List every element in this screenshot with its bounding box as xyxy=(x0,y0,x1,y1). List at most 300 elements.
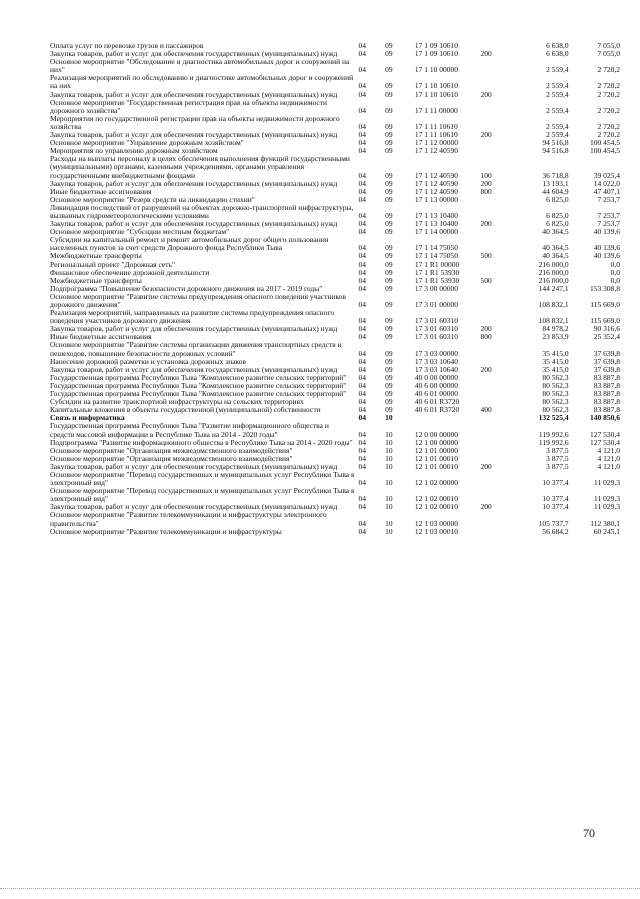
table-row xyxy=(50,115,622,131)
row-subsection: 09 xyxy=(385,130,393,140)
row-amount-year2: 40 139,6 xyxy=(593,227,620,237)
row-subsection: 09 xyxy=(385,219,393,229)
row-amount-year2: 0,0 xyxy=(610,267,620,277)
row-name: Нанесение дорожной разметки и установка дорожных знаков xyxy=(50,356,247,366)
row-section: 04 xyxy=(358,316,366,326)
row-name: Закупка товаров, работ и услуг для обеспечения государственных (муниципальных) нужд xyxy=(50,324,338,334)
row-name: Закупка товаров, работ и услуг для обеспечения государственных (муниципальных) нужд xyxy=(50,502,338,512)
row-amount-year2: 4 121,0 xyxy=(597,461,620,471)
row-name: Закупка товаров, работ и услуг для обеспечения государственных (муниципальных) нужд xyxy=(50,178,338,188)
row-amount-year2: 83 887,8 xyxy=(593,380,620,390)
row-subsection: 09 xyxy=(385,316,393,326)
row-amount-year2: 127 530,4 xyxy=(590,429,620,439)
row-subsection: 09 xyxy=(385,41,393,50)
row-amount-year2: 7 055,0 xyxy=(597,49,620,59)
row-section: 04 xyxy=(358,170,366,180)
table-row xyxy=(50,406,622,414)
row-amount-year1: 105 737,7 xyxy=(538,518,569,528)
row-amount-year2: 37 639,8 xyxy=(593,364,620,374)
row-subsection: 10 xyxy=(385,461,393,471)
row-target-item: 17 1 R1 53930 xyxy=(414,275,460,285)
row-subsection: 10 xyxy=(385,502,393,512)
row-section: 04 xyxy=(358,121,366,131)
row-target-item: 17 1 11 10610 xyxy=(414,121,458,131)
row-expense-type xyxy=(481,528,506,536)
row-target-item: 17 1 11 10610 xyxy=(414,130,458,140)
row-subsection: 09 xyxy=(385,105,393,115)
row-amount-year2: 100 454,5 xyxy=(590,146,620,156)
row-amount-year2: 83 887,8 xyxy=(593,389,620,399)
row-section: 04 xyxy=(358,518,366,528)
row-expense-type: 200 xyxy=(480,324,492,334)
row-name: Подпрограмма "Развитие информационного общества в Республике Тыва на 2014 - 2020 годы" xyxy=(50,437,353,447)
row-amount-year1: 108 832,1 xyxy=(538,300,569,309)
row-amount-year1: 80 562,3 xyxy=(542,405,569,415)
row-section: 04 xyxy=(358,405,366,415)
table-row xyxy=(50,341,622,357)
budget-table xyxy=(50,42,622,536)
row-amount-year1: 6 825,0 xyxy=(546,210,569,220)
row-amount-year2: 37 639,8 xyxy=(593,356,620,366)
row-target-item: 17 1 R1 00000 xyxy=(414,259,460,269)
row-target-item: 17 3 00 00000 xyxy=(414,283,459,293)
row-amount-year1: 40 364,5 xyxy=(542,243,569,253)
row-name: Закупка товаров, работ и услуг для обеспечения государственных (муниципальных) нужд xyxy=(50,461,338,471)
row-expense-type: 500 xyxy=(480,251,492,261)
row-name: Государственная программа Республики Тыва "Развитие информационного общества и средств массовой информации в Республике Тыва на 2014 - 2020 годы" xyxy=(50,421,329,439)
row-section: 04 xyxy=(358,243,366,253)
row-expense-type xyxy=(481,228,506,236)
row-amount-year1: 80 562,3 xyxy=(542,380,569,390)
row-name: Иные бюджетные ассигнования xyxy=(50,186,152,196)
row-amount-year1: 6 825,0 xyxy=(546,219,569,229)
row-amount-year2: 7 253,7 xyxy=(597,210,620,220)
row-amount-year1: 94 516,8 xyxy=(542,146,569,156)
row-target-item: 17 3 03 10640 xyxy=(414,356,459,366)
row-section: 04 xyxy=(358,186,366,196)
row-name: Иные бюджетные ассигнования xyxy=(50,332,152,342)
row-name: Основное мероприятие "Резерв средств на ликвидацию стихии" xyxy=(50,194,255,204)
row-amount-year2: 0,0 xyxy=(610,259,620,269)
row-subsection: 09 xyxy=(385,227,393,237)
row-expense-type: 400 xyxy=(480,405,492,415)
row-amount-year1: 3 877,5 xyxy=(546,461,569,471)
row-subsection: 09 xyxy=(385,300,393,309)
row-name: Оплата услуг по перевозке грузов и пассажиров xyxy=(50,41,204,50)
row-name: Основное мероприятие "Управление дорожным хозяйством" xyxy=(50,138,244,148)
row-subsection: 09 xyxy=(385,65,393,75)
row-name: Основное мероприятие "Обследование и диагностика автомобильных дорог и сооружений на них" xyxy=(50,57,350,75)
row-amount-year2: 11 029,3 xyxy=(594,478,620,488)
row-subsection: 10 xyxy=(385,494,393,504)
row-name: Субсидии на капитальный ремонт и ремонт автомобильных дорог общего пользования населенных пунктов за счет средств Дорожного фонда Республики Тыва xyxy=(50,235,329,253)
row-amount-year2: 40 139,6 xyxy=(593,243,620,253)
row-subsection: 09 xyxy=(385,243,393,253)
row-target-item: 17 1 10 00000 xyxy=(414,65,459,75)
row-section: 04 xyxy=(358,194,366,204)
row-name: Основное мероприятие "Организация межведомственного взаимодействия" xyxy=(50,445,293,455)
row-amount-year2: 0,0 xyxy=(610,275,620,285)
row-target-item: 12 1 01 00010 xyxy=(414,453,459,463)
row-amount-year1: 119 992,6 xyxy=(538,429,569,439)
table-row xyxy=(50,422,622,438)
row-expense-type xyxy=(481,285,506,293)
row-amount-year1: 10 377,4 xyxy=(542,478,569,488)
row-section: 04 xyxy=(358,397,366,407)
row-name: Основное мероприятие "Развитие системы организации движения транспортных средств и пешеходов, повышение безопасности дорожных условий" xyxy=(50,340,342,358)
row-section: 04 xyxy=(358,494,366,504)
row-section: 04 xyxy=(358,300,366,309)
row-amount-year2: 2 720,2 xyxy=(597,121,620,131)
row-target-item: 12 1 03 00010 xyxy=(414,526,459,536)
row-target-item: 40 0 00 00000 xyxy=(414,372,459,382)
row-subsection: 09 xyxy=(385,275,393,285)
row-target-item: 17 1 12 40590 xyxy=(414,178,459,188)
row-expense-type: 500 xyxy=(480,275,492,285)
row-target-item: 17 1 12 40590 xyxy=(414,146,459,156)
row-amount-year1: 2 559,4 xyxy=(546,89,569,99)
table-row xyxy=(50,471,622,487)
row-expense-type xyxy=(481,115,506,131)
row-target-item: 40 6 01 R3720 xyxy=(414,397,460,407)
row-amount-year1: 80 562,3 xyxy=(542,397,569,407)
row-target-item: 17 1 12 40590 xyxy=(414,186,459,196)
row-target-item: 17 1 12 00000 xyxy=(414,138,459,148)
row-expense-type: 200 xyxy=(480,364,492,374)
row-expense-type xyxy=(481,58,506,74)
row-target-item: 12 1 02 00000 xyxy=(414,478,459,488)
row-amount-year1: 2 559,4 xyxy=(546,81,569,91)
row-amount-year1: 84 978,2 xyxy=(542,324,569,334)
row-name: Основное мероприятие "Развитие телекоммуникации и инфраструктуры электронного правительства" xyxy=(50,510,327,528)
row-expense-type xyxy=(481,414,506,422)
row-expense-type: 200 xyxy=(480,219,492,229)
table-row xyxy=(50,528,622,536)
row-subsection: 09 xyxy=(385,178,393,188)
row-section: 04 xyxy=(358,413,366,423)
row-amount-year2: 153 308,8 xyxy=(590,283,620,293)
row-target-item: 12 1 02 00010 xyxy=(414,494,459,504)
row-expense-type xyxy=(481,439,506,447)
row-subsection: 09 xyxy=(385,283,393,293)
row-amount-year2: 11 029,3 xyxy=(594,494,620,504)
row-name: Государственная программа Республики Тыва "Комплексное развитие сельских территорий" xyxy=(50,372,347,382)
row-section: 04 xyxy=(358,259,366,269)
row-amount-year2: 115 669,0 xyxy=(590,300,620,309)
row-amount-year2: 83 887,8 xyxy=(593,372,620,382)
row-amount-year1: 2 559,4 xyxy=(546,121,569,131)
row-section: 04 xyxy=(358,526,366,536)
row-name: Расходы на выплаты персоналу в целях обеспечения выполнения функций государственными (муниципальными) органами, казенными учреждениями, органами управления государственными внебюджетными фондами xyxy=(50,154,350,180)
row-subsection: 09 xyxy=(385,186,393,196)
row-target-item: 17 1 09 10610 xyxy=(414,41,459,50)
row-amount-year2: 2 720,2 xyxy=(597,89,620,99)
row-target-item: 17 1 13 00000 xyxy=(414,194,459,204)
row-section: 04 xyxy=(358,332,366,342)
row-expense-type xyxy=(481,204,506,220)
row-section: 04 xyxy=(358,389,366,399)
row-amount-year2: 11 029,3 xyxy=(594,502,620,512)
row-amount-year1: 2 559,4 xyxy=(546,65,569,75)
row-expense-type xyxy=(481,147,506,155)
row-target-item: 17 1 14 00000 xyxy=(414,227,459,237)
row-section: 04 xyxy=(358,429,366,439)
row-target-item: 17 1 13 10400 xyxy=(414,210,459,220)
row-expense-type: 200 xyxy=(480,130,492,140)
row-amount-year2: 127 530,4 xyxy=(590,437,620,447)
row-amount-year2: 83 887,8 xyxy=(593,405,620,415)
row-target-item: 17 1 11 00000 xyxy=(414,105,458,115)
row-section: 04 xyxy=(358,210,366,220)
row-target-item: 40 6 00 00000 xyxy=(414,380,459,390)
row-amount-year2: 60 245,1 xyxy=(593,526,620,536)
row-amount-year2: 2 720,2 xyxy=(597,65,620,75)
row-expense-type: 800 xyxy=(480,186,492,196)
row-subsection: 09 xyxy=(385,380,393,390)
row-subsection: 09 xyxy=(385,251,393,261)
row-amount-year1: 2 559,4 xyxy=(546,130,569,140)
row-section: 04 xyxy=(358,356,366,366)
row-subsection: 09 xyxy=(385,356,393,366)
row-amount-year1: 10 377,4 xyxy=(542,502,569,512)
table-row xyxy=(50,155,622,179)
row-expense-type xyxy=(481,341,506,357)
row-target-item: 17 1 14 75050 xyxy=(414,251,459,261)
row-section: 04 xyxy=(358,219,366,229)
row-subsection: 09 xyxy=(385,81,393,91)
row-amount-year1: 94 516,8 xyxy=(542,138,569,148)
row-amount-year2: 39 025,4 xyxy=(593,170,620,180)
row-amount-year1: 216 000,0 xyxy=(538,275,569,285)
row-name: Межбюджетные трансферты xyxy=(50,275,142,285)
row-section: 04 xyxy=(358,478,366,488)
row-name: Основное мероприятие "Развитие телекоммуникации и инфраструктуры xyxy=(50,526,282,536)
row-expense-type xyxy=(481,309,506,325)
row-name: Основное мероприятие "Субсидии местным бюджетам" xyxy=(50,227,230,237)
row-expense-type xyxy=(481,447,506,455)
row-section: 04 xyxy=(358,437,366,447)
row-amount-year2: 37 639,8 xyxy=(593,348,620,358)
row-expense-type: 800 xyxy=(480,332,492,342)
row-amount-year2: 140 850,6 xyxy=(590,413,620,423)
row-subsection: 09 xyxy=(385,121,393,131)
row-target-item: 17 3 01 60310 xyxy=(414,316,459,326)
row-amount-year1: 36 718,8 xyxy=(542,170,569,180)
row-target-item: 12 1 02 00010 xyxy=(414,502,459,512)
row-target-item: 17 1 R1 53930 xyxy=(414,267,460,277)
row-expense-type xyxy=(481,139,506,147)
scan-edge-divider xyxy=(0,888,640,889)
row-expense-type xyxy=(481,487,506,503)
row-name: Закупка товаров, работ и услуг для обеспечения государственных (муниципальных) нужд xyxy=(50,364,338,374)
row-amount-year2: 47 407,1 xyxy=(593,186,620,196)
row-name: Закупка товаров, работ и услуг для обеспечения государственных (муниципальных) нужд xyxy=(50,49,338,59)
row-target-item: 12 1 03 00000 xyxy=(414,518,459,528)
row-subsection: 09 xyxy=(385,170,393,180)
page-number: 70 xyxy=(583,826,595,840)
table-row xyxy=(50,293,622,309)
row-subsection: 09 xyxy=(385,259,393,269)
row-amount-year2: 90 316,6 xyxy=(593,324,620,334)
row-name: Связь и информатика xyxy=(50,413,125,423)
row-expense-type: 200 xyxy=(480,178,492,188)
table-row xyxy=(50,309,622,325)
row-section: 04 xyxy=(358,146,366,156)
row-name: Региональный проект "Дорожная сеть" xyxy=(50,259,175,269)
row-section: 04 xyxy=(358,130,366,140)
row-section: 04 xyxy=(358,380,366,390)
row-expense-type: 200 xyxy=(480,49,492,59)
row-subsection: 10 xyxy=(385,429,393,439)
row-amount-year1: 44 604,9 xyxy=(542,186,569,196)
row-name: Реализация мероприятий, направленных на развитие системы предупреждения опасного поведения участников дорожного движения xyxy=(50,308,335,326)
row-expense-type xyxy=(481,374,506,382)
row-expense-type xyxy=(481,293,506,309)
row-subsection: 09 xyxy=(385,49,393,59)
row-amount-year1: 10 377,4 xyxy=(542,494,569,504)
row-name: Закупка товаров, работ и услуг для обеспечения государственных (муниципальных) нужд xyxy=(50,89,338,99)
row-subsection: 09 xyxy=(385,332,393,342)
row-amount-year1: 2 559,4 xyxy=(546,105,569,115)
row-amount-year1: 3 877,5 xyxy=(546,453,569,463)
row-subsection: 09 xyxy=(385,364,393,374)
row-section: 04 xyxy=(358,324,366,334)
table-row xyxy=(50,74,622,90)
row-name: Реализация мероприятий по обследованию и диагностике автомобильных дорог и сооружений на них xyxy=(50,73,354,91)
row-amount-year2: 112 380,1 xyxy=(590,518,620,528)
row-name: Основное мероприятие "Развитие системы предупреждения опасного поведения участников дорожного движения" xyxy=(50,291,346,309)
row-subsection: 09 xyxy=(385,138,393,148)
row-expense-type xyxy=(481,261,506,269)
row-amount-year2: 100 454,5 xyxy=(590,138,620,148)
row-expense-type: 100 xyxy=(480,170,492,180)
table-row xyxy=(50,511,622,527)
row-amount-year2: 4 121,0 xyxy=(597,453,620,463)
row-name: Ликвидация последствий от разрушений на объектах дорожно-транспортной инфраструктуры, вызванных гидрометеорологическими условиями xyxy=(50,202,354,220)
row-section: 04 xyxy=(358,372,366,382)
row-section: 04 xyxy=(358,227,366,237)
row-amount-year1: 40 364,5 xyxy=(542,227,569,237)
row-name: Основное мероприятие "Государственная регистрация прав на объекты недвижимости дорожного хозяйства" xyxy=(50,97,328,115)
table-row xyxy=(50,236,622,252)
row-target-item xyxy=(415,414,481,422)
row-amount-year1: 132 525,4 xyxy=(538,413,569,423)
row-name: Основное мероприятие "Перевод государственных и муниципальных услуг Республики Тыва в электронный вид" xyxy=(50,486,355,504)
row-name: Межбюджетные трансферты xyxy=(50,251,142,261)
row-name: Капитальные вложения в объекты государственной (муниципальной) собственности xyxy=(50,405,321,415)
row-name: Закупка товаров, работ и услуг для обеспечения государственных (муниципальных) нужд xyxy=(50,219,338,229)
row-amount-year1: 108 832,1 xyxy=(538,316,569,326)
row-amount-year1: 3 877,5 xyxy=(546,445,569,455)
row-amount-year2: 14 022,0 xyxy=(593,178,620,188)
row-target-item: 17 1 10 10610 xyxy=(414,81,459,91)
row-expense-type xyxy=(481,99,506,115)
row-target-item: 40 6 01 R3720 xyxy=(414,405,460,415)
row-target-item: 17 3 01 60310 xyxy=(414,324,459,334)
row-name: Подпрограмма "Повышение безопасности дорожного движения на 2017 - 2019 годы" xyxy=(50,283,323,293)
row-name: Закупка товаров, работ и услуг для обеспечения государственных (муниципальных) нужд xyxy=(50,130,338,140)
row-name: Финансовое обеспечение дорожной деятельности xyxy=(50,267,210,277)
row-name: Государственная программа Республики Тыва "Комплексное развитие сельских территорий" xyxy=(50,380,347,390)
row-amount-year1: 80 562,3 xyxy=(542,372,569,382)
row-section: 04 xyxy=(358,65,366,75)
row-amount-year1: 6 638,0 xyxy=(546,41,569,50)
row-amount-year1: 80 562,3 xyxy=(542,389,569,399)
row-subsection: 10 xyxy=(385,437,393,447)
row-subsection: 09 xyxy=(385,405,393,415)
row-section: 04 xyxy=(358,445,366,455)
row-amount-year2: 83 887,8 xyxy=(593,397,620,407)
row-subsection: 09 xyxy=(385,194,393,204)
row-section: 04 xyxy=(358,138,366,148)
row-amount-year1: 23 853,9 xyxy=(542,332,569,342)
row-expense-type xyxy=(481,382,506,390)
row-expense-type xyxy=(481,236,506,252)
row-section: 04 xyxy=(358,348,366,358)
table-row xyxy=(50,204,622,220)
row-expense-type xyxy=(481,74,506,90)
row-subsection: 10 xyxy=(385,413,393,423)
row-amount-year1: 35 415,0 xyxy=(542,364,569,374)
row-section: 04 xyxy=(358,89,366,99)
table-row xyxy=(50,487,622,503)
row-amount-year1: 6 638,0 xyxy=(546,49,569,59)
row-expense-type xyxy=(481,511,506,527)
row-target-item: 17 1 14 75050 xyxy=(414,243,459,253)
row-section: 04 xyxy=(358,502,366,512)
row-subsection: 09 xyxy=(385,89,393,99)
row-subsection: 09 xyxy=(385,267,393,277)
row-amount-year1: 216 000,0 xyxy=(538,267,569,277)
row-expense-type: 200 xyxy=(480,461,492,471)
row-subsection: 10 xyxy=(385,518,393,528)
row-section: 04 xyxy=(358,41,366,50)
row-name: Субсидии на развитие транспортной инфраструктуры на сельских территориях xyxy=(50,397,304,407)
row-amount-year2: 2 720,2 xyxy=(597,81,620,91)
row-name: Государственная программа Республики Тыва "Комплексное развитие сельских территорий" xyxy=(50,389,347,399)
row-amount-year1: 35 415,0 xyxy=(542,356,569,366)
row-section: 04 xyxy=(358,364,366,374)
row-section: 04 xyxy=(358,105,366,115)
row-name: Основное мероприятие "Организация межведомственного взаимодействия" xyxy=(50,453,293,463)
row-amount-year1: 56 684,2 xyxy=(542,526,569,536)
budget-table-body xyxy=(50,42,622,536)
row-expense-type: 200 xyxy=(480,89,492,99)
table-row xyxy=(50,99,622,115)
row-target-item: 17 1 12 40590 xyxy=(414,170,459,180)
row-amount-year1: 216 000,0 xyxy=(538,259,569,269)
row-section: 04 xyxy=(358,49,366,59)
row-name: Основное мероприятие "Перевод государственных и муниципальных услуг Республики Тыва в электронный вид" xyxy=(50,469,355,488)
row-amount-year2: 7 253,7 xyxy=(597,219,620,229)
row-section: 04 xyxy=(358,461,366,471)
row-subsection: 09 xyxy=(385,210,393,220)
row-section: 04 xyxy=(358,453,366,463)
row-amount-year1: 13 193,1 xyxy=(542,178,569,188)
row-subsection: 09 xyxy=(385,372,393,382)
row-target-item: 17 3 01 60310 xyxy=(414,332,459,342)
row-amount-year1: 144 247,1 xyxy=(538,283,569,293)
row-target-item: 17 1 13 10400 xyxy=(414,219,459,229)
row-amount-year2: 4 121,0 xyxy=(597,445,620,455)
row-subsection: 09 xyxy=(385,389,393,399)
row-expense-type: 200 xyxy=(480,502,492,512)
row-amount-year1: 6 825,0 xyxy=(546,194,569,204)
row-target-item: 40 6 01 00000 xyxy=(414,389,459,399)
row-target-item: 12 1 01 00010 xyxy=(414,461,459,471)
row-target-item: 17 1 09 10610 xyxy=(414,49,459,59)
row-amount-year1: 35 415,0 xyxy=(542,348,569,358)
